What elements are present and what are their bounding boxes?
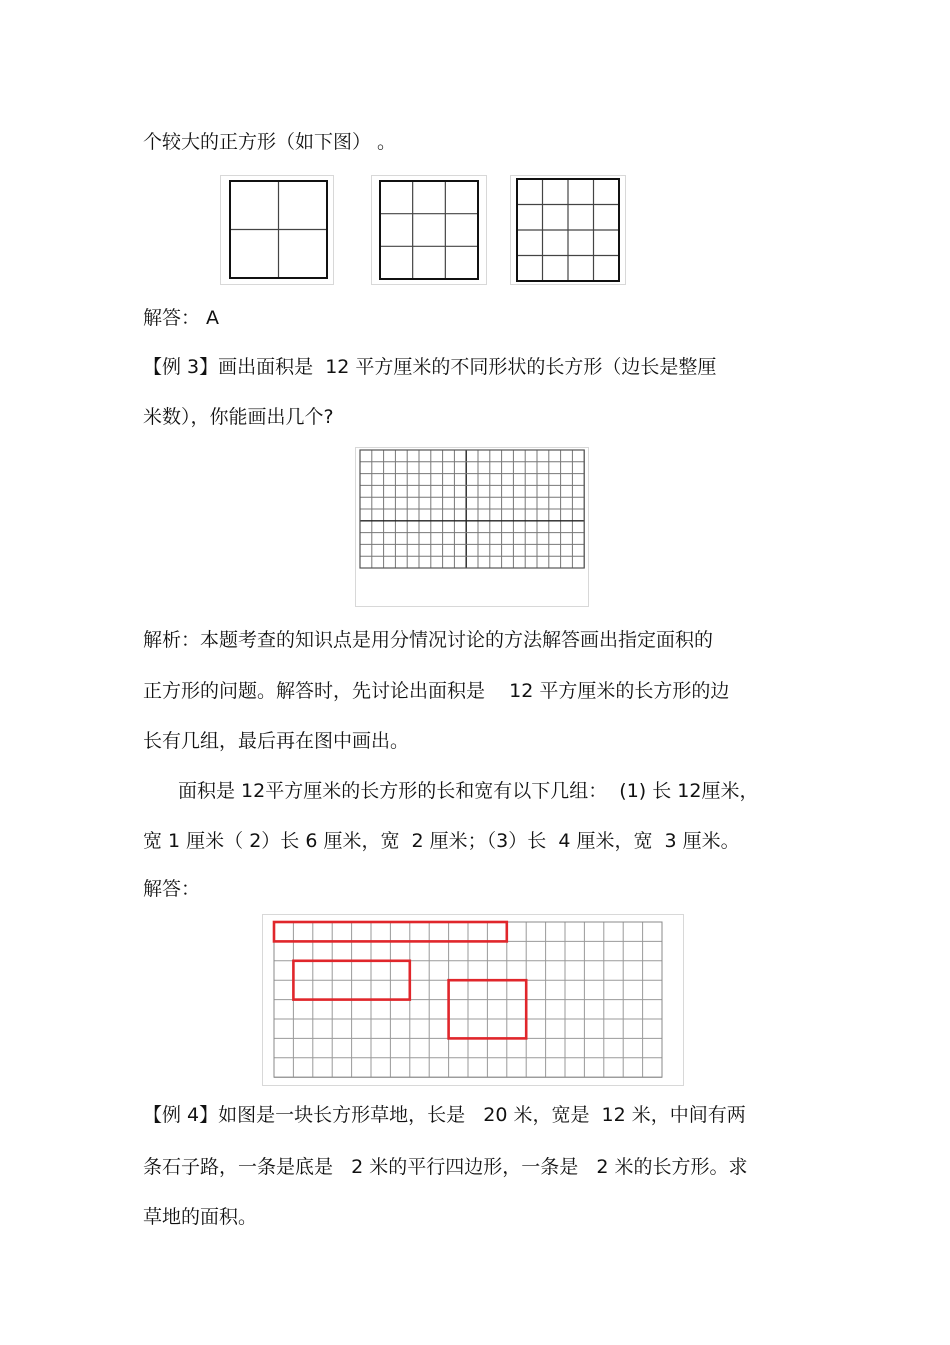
analysis-line-1: 解析：本题考查的知识点是用分情况讨论的方法解答画出指定面积的: [143, 629, 714, 651]
example-3-line-1: 【例 3】画出面积是 12 平方厘米的不同形状的长方形（边长是整厘: [143, 356, 717, 378]
answer-grid: [262, 914, 684, 1086]
analysis-line-2: 正方形的问题。解答时，先讨论出面积是 12 平方厘米的长方形的边: [143, 680, 730, 702]
example-4-line-3: 草地的面积。: [143, 1206, 258, 1228]
intro-text: 个较大的正方形（如下图） 。: [143, 131, 397, 153]
groups-line-2: 宽 1 厘米（ 2）长 6 厘米，宽 2 厘米；（3）长 4 厘米，宽 3 厘米。: [143, 830, 740, 852]
answer-1: 解答： A: [143, 307, 220, 329]
analysis-line-3: 长有几组，最后再在图中画出。: [143, 730, 410, 752]
square-figure-4x4: [510, 175, 626, 285]
example-3-line-2: 米数），你能画出几个?: [143, 406, 334, 428]
answer-2: 解答：: [143, 878, 201, 900]
empty-grid: [355, 447, 589, 607]
square-figure-2x2: [220, 175, 334, 285]
example-4-line-1: 【例 4】如图是一块长方形草地，长是 20 米，宽是 12 米，中间有两: [143, 1104, 746, 1126]
square-outline: [380, 181, 478, 279]
square-figure-3x3: [371, 175, 487, 285]
example-4-line-2: 条石子路，一条是底是 2 米的平行四边形，一条是 2 米的长方形。求: [143, 1156, 748, 1178]
groups-line-1: 面积是 12平方厘米的长方形的长和宽有以下几组： (1) 长 12厘米，: [178, 780, 759, 802]
